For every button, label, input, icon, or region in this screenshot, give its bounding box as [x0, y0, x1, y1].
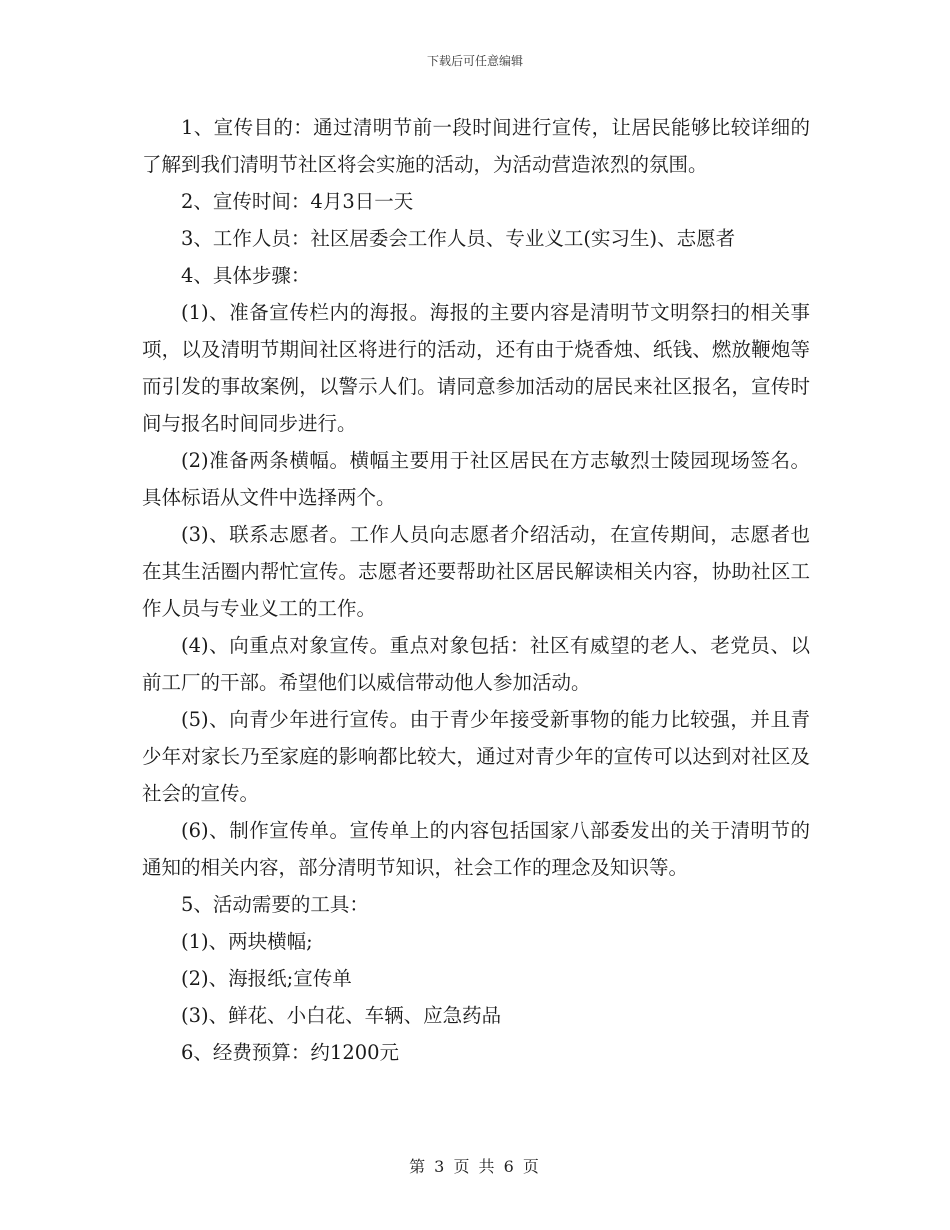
paragraph-step-5: (5)、向青少年进行宣传。由于青少年接受新事物的能力比较强，并且青少年对家长乃至家庭的影响都比较大，通过对青少年的宣传可以达到对社区及社会的宣传。 [142, 708, 810, 805]
paragraph-tool-1: (1)、两块横幅; [181, 930, 313, 953]
paragraph-step-3: (3)、联系志愿者。工作人员向志愿者介绍活动，在宣传期间，志愿者也在其生活圈内帮忙宣传。志愿者还要帮助社区居民解读相关内容，协助社区工作人员与专业义工的工作。 [142, 523, 810, 620]
page-header-note: 下载后可任意编辑 [426, 54, 523, 68]
paragraph-purpose: 1、宣传目的：通过清明节前一段时间进行宣传，让居民能够比较详细的了解到我们清明节社区将会实施的活动，为活动营造浓烈的氛围。 [142, 116, 810, 176]
paragraph-step-6: (6)、制作宣传单。宣传单上的内容包括国家八部委发出的关于清明节的通知的相关内容，部分清明节知识，社会工作的理念及知识等。 [142, 819, 810, 879]
paragraph-tools-heading: 5、活动需要的工具： [181, 893, 369, 916]
paragraph-budget: 6、经费预算：约1200元 [181, 1041, 400, 1064]
paragraph-step-4: (4)、向重点对象宣传。重点对象包括：社区有威望的老人、老党员、以前工厂的干部。希望他们以威信带动他人参加活动。 [142, 634, 810, 694]
paragraph-tool-3: (3)、鲜花、小白花、车辆、应急药品 [181, 1004, 502, 1027]
paragraph-step-2: (2)准备两条横幅。横幅主要用于社区居民在方志敏烈士陵园现场签名。具体标语从文件中选择两个。 [142, 449, 810, 509]
document-body [142, 109, 810, 1071]
paragraph-tool-2: (2)、海报纸;宣传单 [181, 967, 352, 990]
paragraph-step-1: (1)、准备宣传栏内的海报。海报的主要内容是清明节文明祭扫的相关事项，以及清明节期间社区将进行的活动，还有由于烧香烛、纸钱、燃放鞭炮等而引发的事故案例，以警示人们。请同意参加活动的居民来社区报名，宣传时间与报名时间同步进行。 [142, 301, 810, 435]
paragraph-time: 2、宣传时间：4月3日一天 [181, 190, 414, 213]
paragraph-staff: 3、工作人员：社区居委会工作人员、专业义工(实习生)、志愿者 [181, 227, 736, 250]
paragraph-steps-heading: 4、具体步骤： [181, 264, 311, 287]
page-number-footer: 第 3 页 共 6 页 [409, 1157, 541, 1176]
